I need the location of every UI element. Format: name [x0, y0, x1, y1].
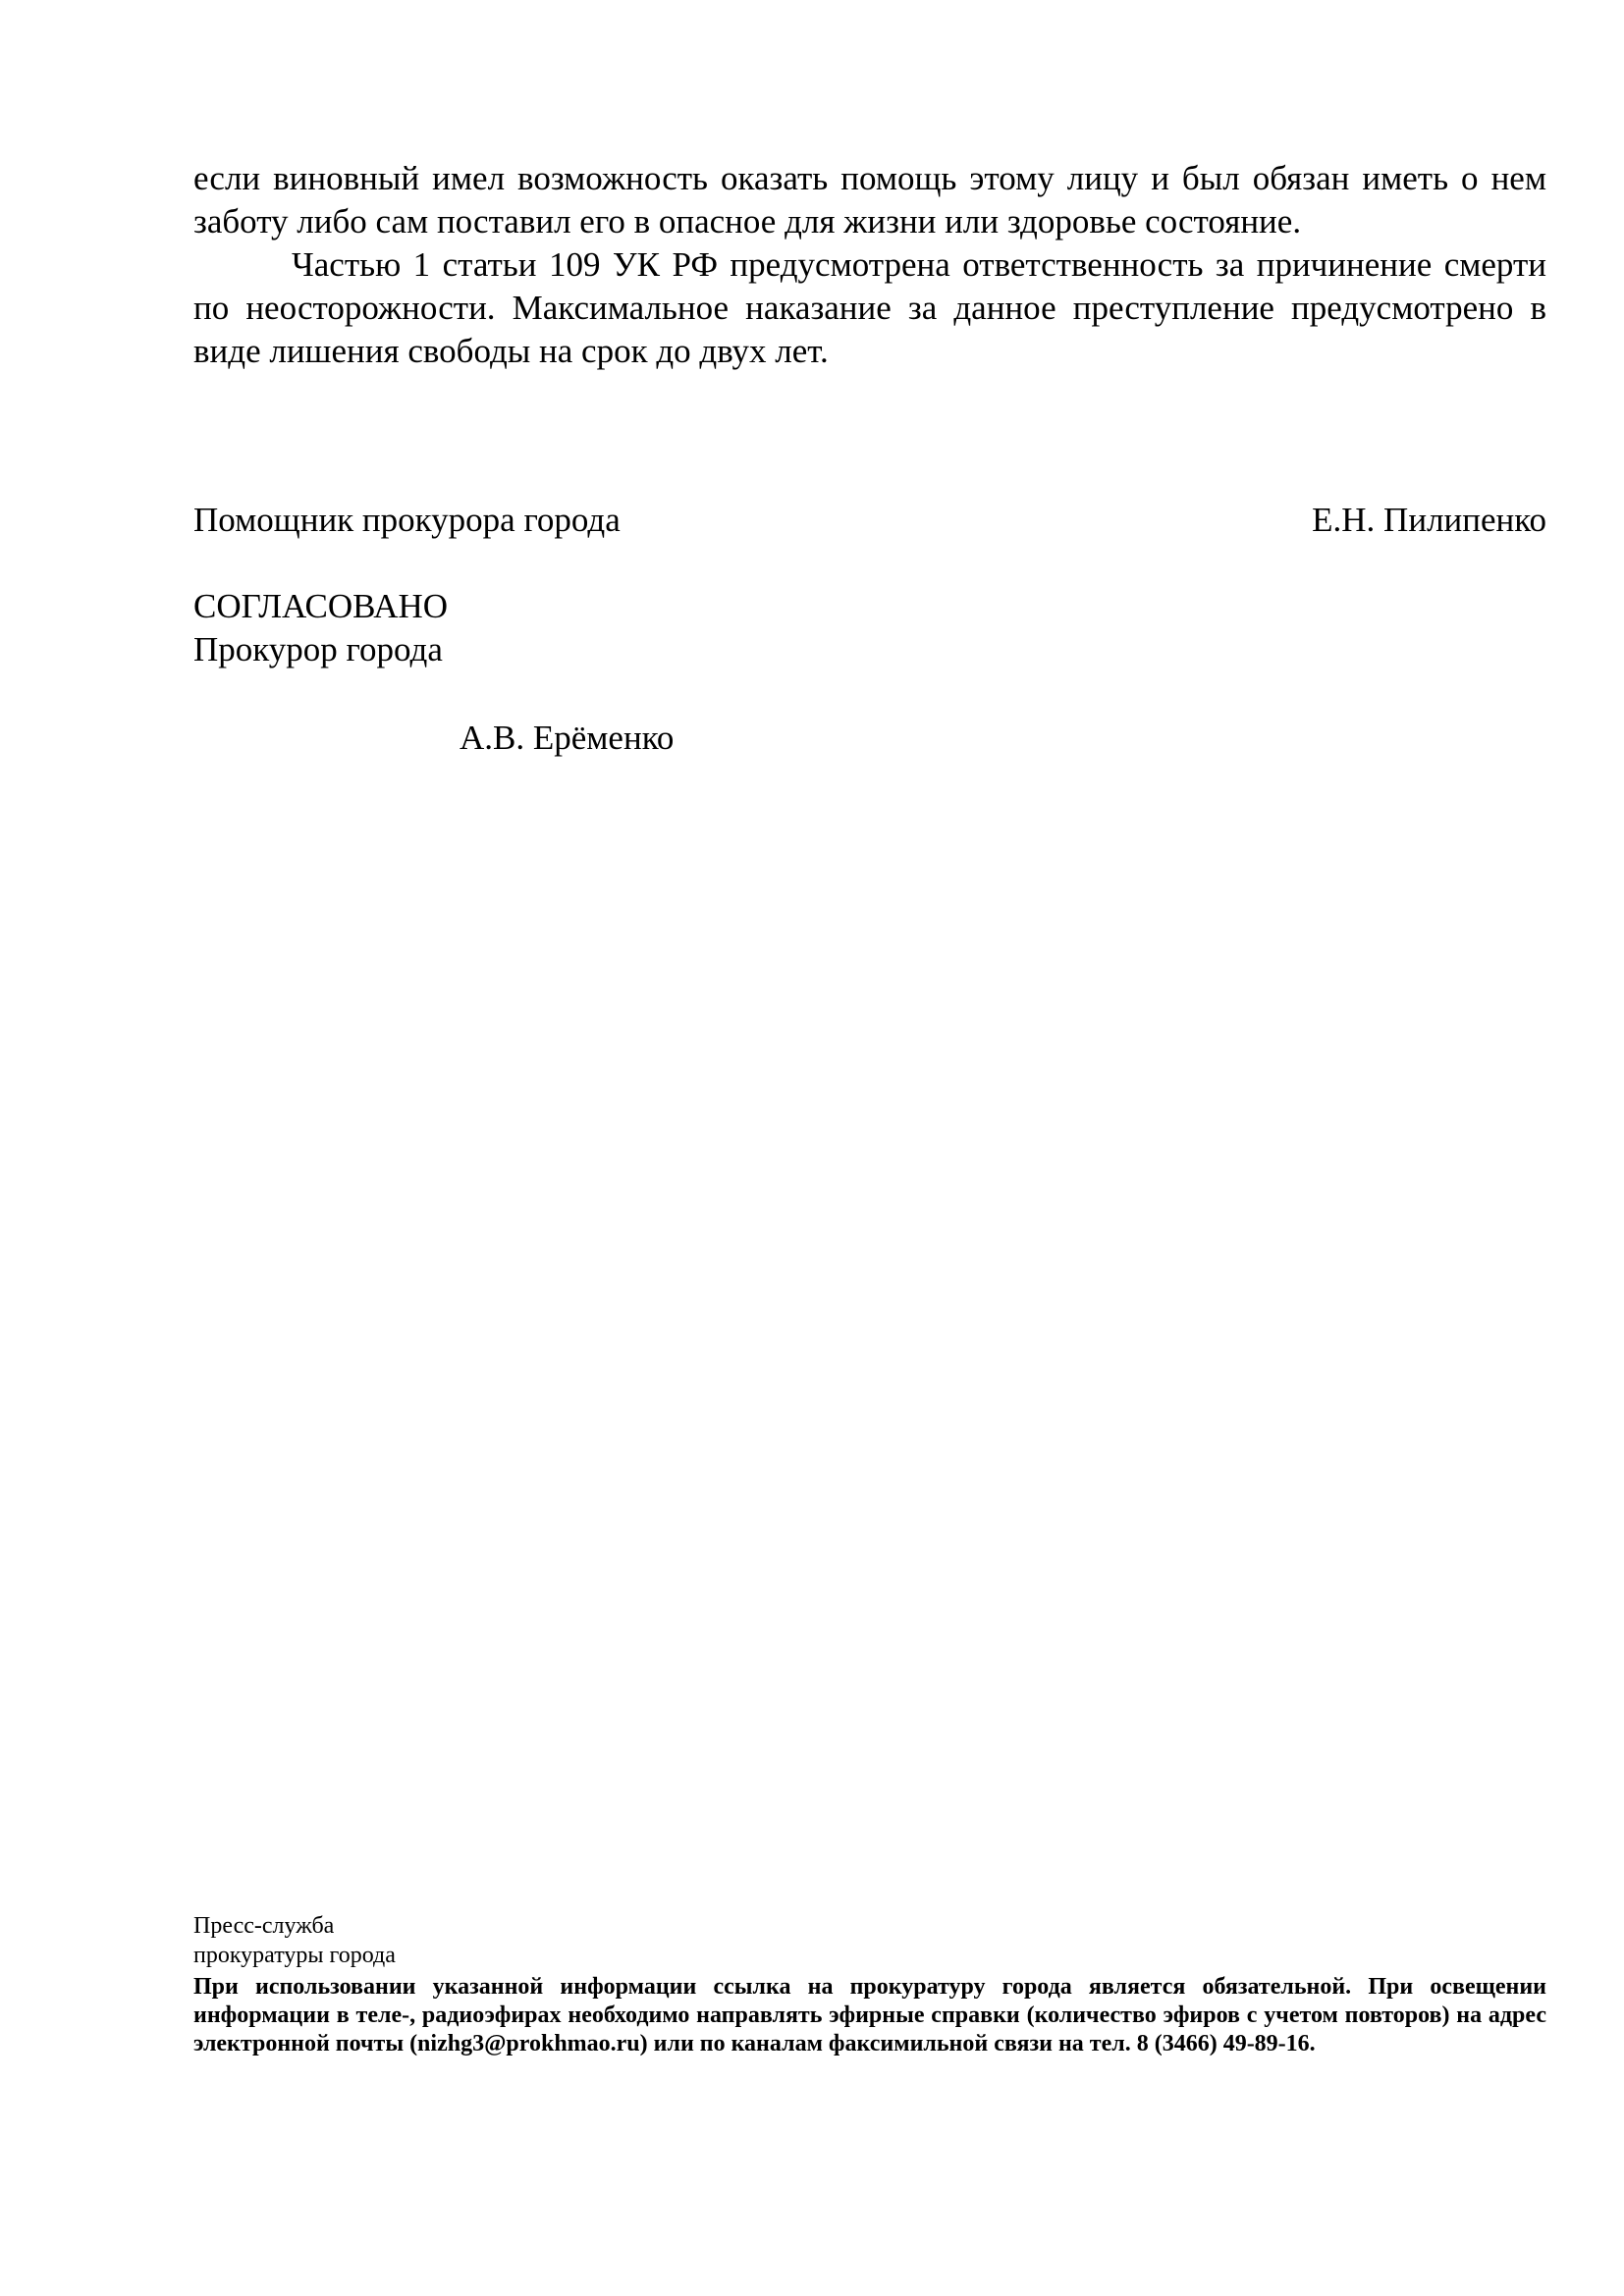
signatory-name: Е.Н. Пилипенко	[1312, 501, 1546, 539]
approver-position: Прокурор города	[193, 630, 443, 668]
approval-heading: СОГЛАСОВАНО	[193, 587, 449, 625]
approver-name: А.В. Ерёменко	[460, 719, 675, 757]
footer-press-service: Пресс-служба	[193, 1913, 335, 1939]
body-paragraph-1: если виновный имел возможность оказать помощь этому лицу и был обязан иметь о нем заботу либо сам поставил его в опасное для жизни или здоровье состояние.	[193, 159, 1546, 240]
body-paragraph-2: Частью 1 статьи 109 УК РФ предусмотрена ответственность за причинение смерти по неосторожности. Максимальное наказание за данное преступление предусмотрено в виде лишения свободы на срок до двух лет.	[193, 245, 1546, 370]
signatory-position: Помощник прокурора города	[193, 501, 621, 539]
footer-department: прокуратуры города	[193, 1943, 396, 1968]
footer-usage-note: При использовании указанной информации ссылка на прокуратуру города является обязательной. При освещении информации в теле-, радиоэфирах необходимо направлять эфирные справки (количество эфиров с учетом повторов) на адрес электронной почты (nizhg3@prokhmao.ru) или по каналам факсимильной связи на тел. 8 (3466) 49-89-16.	[193, 1974, 1546, 2056]
